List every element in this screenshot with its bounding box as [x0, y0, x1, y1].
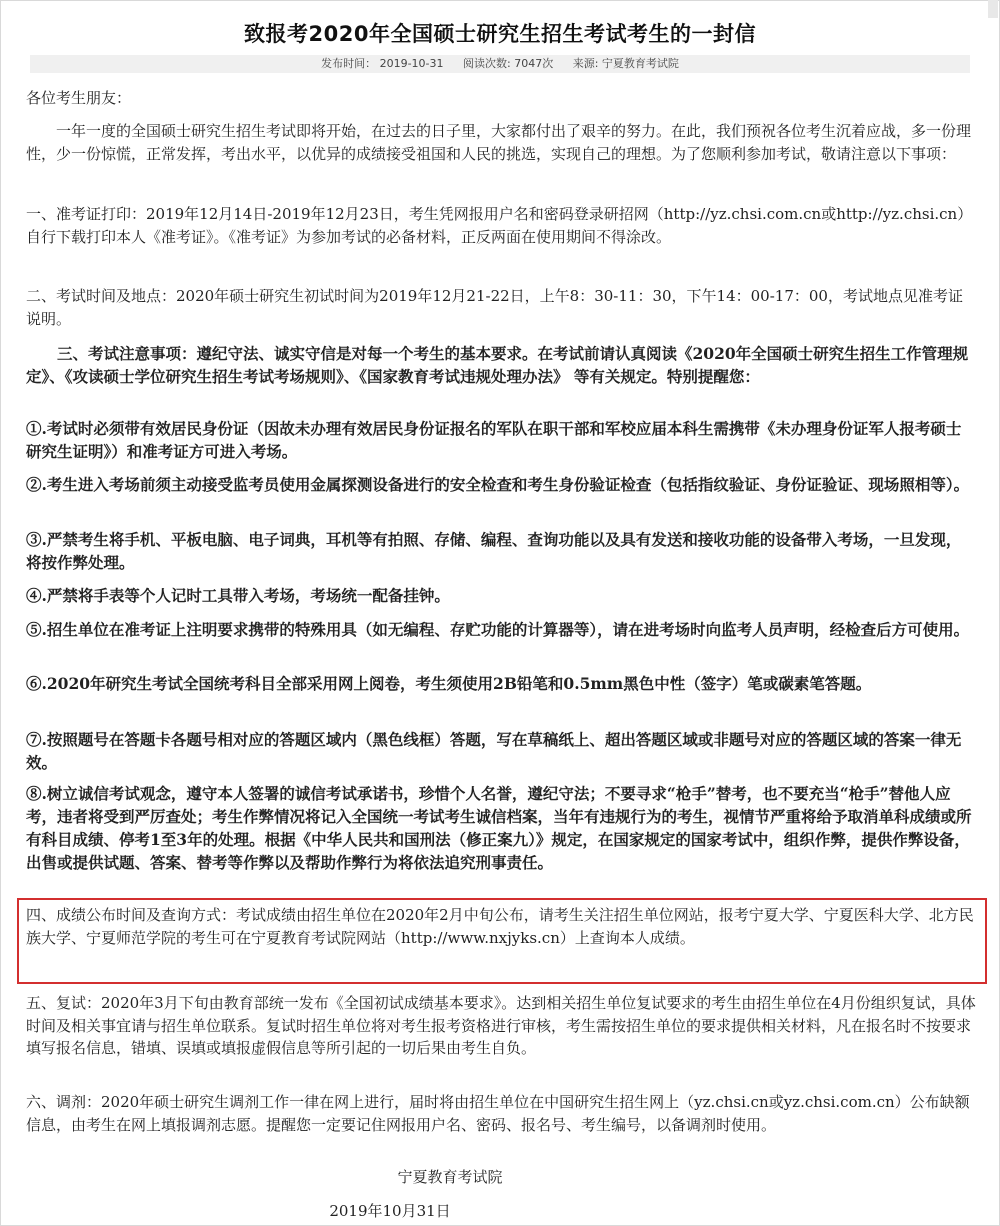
reminder-5: ⑤.招生单位在准考证上注明要求携带的特殊用具（如无编程、存贮功能的计算器等），请在进考场时向监考人员声明，经检查后方可使用。: [26, 620, 970, 639]
greeting: 各位考生朋友：: [26, 89, 132, 107]
intro-paragraph: 一年一度的全国硕士研究生招生考试即将开始，在过去的日子里，大家都付出了艰辛的努力。在此，我们预祝各位考生沉着应战，多一份理性，少一份惊慌，正常发挥，考出水平，以优异的成绩接受祖国和人民的挑选，实现自己的理想。为了您顺利参加考试，敬请注意以下事项：: [26, 122, 972, 163]
section-retest: 五、复试：2020年3月下旬由教育部统一发布《全国初试成绩基本要求》。达到相关招生单位复试要求的考生由招生单位在4月份组织复试，具体时间及相关事宜请与招生单位联系。复试时招生单位将对考生报考资格进行审核，考生需按招生单位的要求提供相关材料，凡在报名时不按要求填写报名信息，错填、误填或填报虚假信息等所引起的一切后果由考生自负。: [26, 994, 976, 1057]
reminder-1: ①.考试时必须带有效居民身份证（因故未办理有效居民身份证报名的军队在职干部和军校应届本科生需携带《未办理身份证军人报考硕士研究生证明》）和准考证方可进入考场。: [26, 419, 962, 461]
section-admission-ticket: 一、准考证打印：2019年12月14日-2019年12月23日，考生凭网报用户名和密码登录研招网（http://yz.chsi.com.cn或http://yz.chsi.cn）自行下载打印本人《准考证》。《准考证》为参加考试的必备材料，正反两面在使用期间不得涂改。: [26, 205, 973, 246]
section-adjustment: 六、调剂：2020年硕士研究生调剂工作一律在网上进行，届时将由招生单位在中国研究生招生网上（yz.chsi.cn或yz.chsi.com.cn）公布缺额信息，由考生在网上填报调剂志愿。提醒您一定要记住网报用户名、密码、报名号、考生编号，以备调剂时使用。: [26, 1093, 970, 1134]
publish-time: 发布时间： 2019-10-31: [321, 57, 444, 70]
page-title: 致报考2020年全国硕士研究生招生考试考生的一封信: [244, 22, 756, 46]
reminder-2: ②.考生进入考场前须主动接受监考员使用金属探测设备进行的安全检查和考生身份验证检查（包括指纹验证、身份证验证、现场照相等）。: [26, 475, 970, 494]
reminder-4: ④.严禁将手表等个人记时工具带入考场，考场统一配备挂钟。: [26, 586, 450, 605]
article-meta: [30, 55, 970, 73]
section-exam-notes: 三、考试注意事项：遵纪守法、诚实守信是对每一个考生的基本要求。在考试前请认真阅读《2020年全国硕士研究生招生工作管理规定》、《攻读硕士学位研究生招生考试考场规则》、《国家教育考试违规处理办法》 等有关规定。特别提醒您：: [26, 344, 969, 386]
reminder-6: ⑥.2020年研究生考试全国统考科目全部采用网上阅卷，考生须使用2B铅笔和0.5mm黑色中性（签字）笔或碳素笔答题。: [26, 674, 872, 693]
scrollbar[interactable]: [988, 0, 998, 18]
source: 来源: 宁夏教育考试院: [572, 57, 679, 70]
view-count: 阅读次数: 7047次: [463, 57, 554, 70]
section-exam-time: 二、考试时间及地点：2020年硕士研究生初试时间为2019年12月21-22日，上午8：30-11：30，下午14：00-17：00，考试地点见准考证说明。: [26, 287, 963, 328]
reminder-8: ⑧.树立诚信考试观念，遵守本人签署的诚信考试承诺书，珍惜个人名誉，遵纪守法；不要寻求“枪手”替考，也不要充当“枪手”替他人应考，违者将受到严厉查处；考生作弊情况将记入全国统一考试考生诚信档案，当年有违规行为的考生，视情节严重将给予取消单科成绩或所有科目成绩、停考1至3年的处理。根据《中华人民共和国刑法（修正案九）》规定，在国家规定的国家考试中，组织作弊，提供作弊设备，出售或提供试题、答案、替考等作弊以及帮助作弊行为将依法追究刑事责任。: [26, 784, 972, 872]
reminder-7: ⑦.按照题号在答题卡各题号相对应的答题区域内（黑色线框）答题，写在草稿纸上、超出答题区域或非题号对应的答题区域的答案一律无效。: [26, 730, 962, 772]
section-score-release: 四、成绩公布时间及查询方式：考试成绩由招生单位在2020年2月中旬公布，请考生关注招生单位网站，报考宁夏大学、宁夏医科大学、北方民族大学、宁夏师范学院的考生可在宁夏教育考试院网站（http://www.nxjyks.cn）上查询本人成绩。: [26, 906, 974, 947]
reminder-3: ③.严禁考生将手机、平板电脑、电子词典，耳机等有拍照、存储、编程、查询功能以及具有发送和接收功能的设备带入考场，一旦发现，将按作弊处理。: [26, 530, 962, 572]
signature-date: 2019年10月31日: [329, 1202, 451, 1220]
signature-org: 宁夏教育考试院: [397, 1168, 503, 1186]
